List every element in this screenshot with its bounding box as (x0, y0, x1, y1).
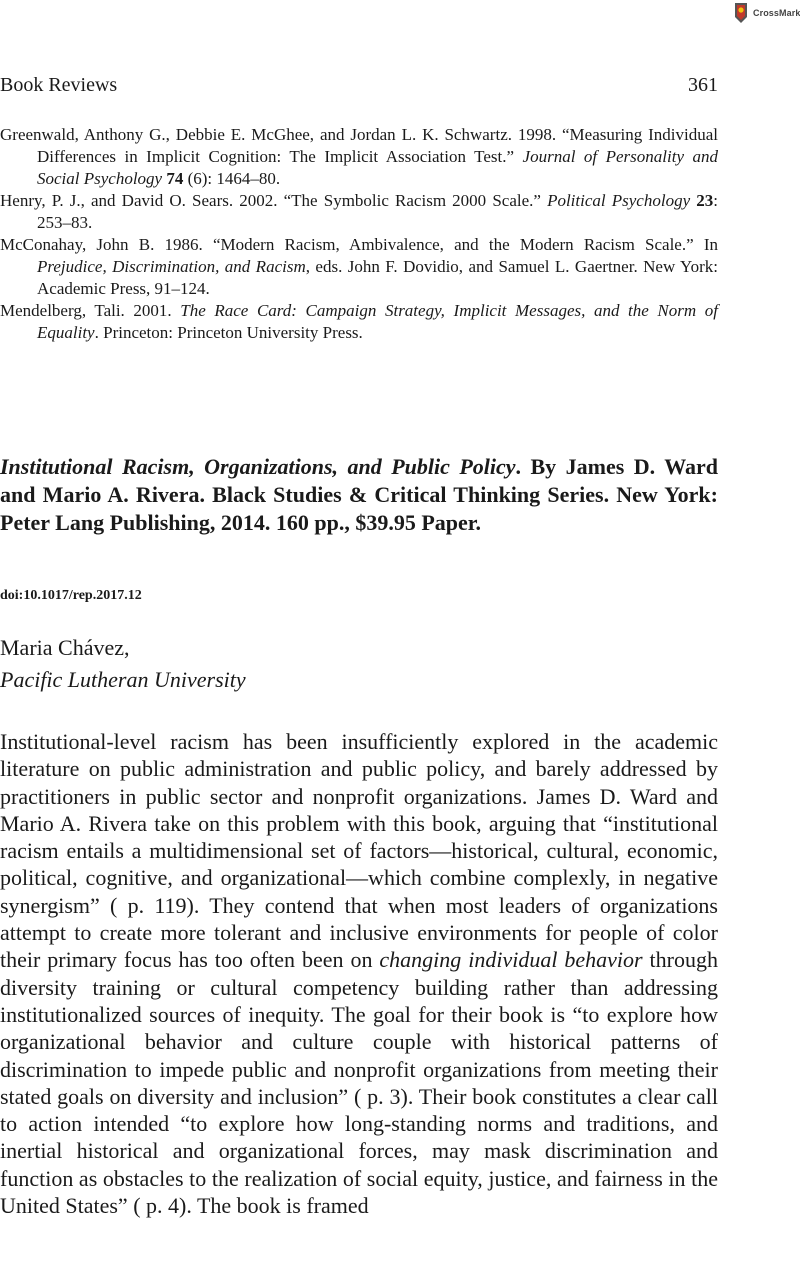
book-title: Institutional Racism, Organizations, and Public Policy (0, 454, 516, 479)
reference-item: McConahay, John B. 1986. “Modern Racism, Ambivalence, and the Modern Racism Scale.” In Prejudice, Discrimination, and Racism, eds. John F. Dovidio, and Samuel L. Gaertner. New York: Academic Press, 91–124. (0, 235, 718, 298)
author-affiliation: Pacific Lutheran University (0, 667, 246, 692)
reference-list (0, 124, 718, 344)
reference-item: Henry, P. J., and David O. Sears. 2002. “The Symbolic Racism 2000 Scale.” Political Psychology 23: 253–83. (0, 191, 718, 232)
crossmark-icon (733, 2, 749, 24)
review-header (0, 453, 718, 537)
running-head (0, 74, 718, 97)
page-number: 361 (688, 74, 718, 96)
body-paragraph: Institutional-level racism has been insufficiently explored in the academic literature on public administration and public policy, and barely addressed by practitioners in public sector and nonprofit organizations. James D. Ward and Mario A. Rivera take on this problem with this book, arguing that “institutional racism entails a multidimensional set of factors—historical, cultural, economic, political, cognitive, and organizational—which combine complexly, in negative synergism” ( p. 119). They contend that when most leaders of organizations attempt to create more tolerant and inclusive environments for people of color their primary focus has too often been on changing individual behavior through diversity training or cultural competency building rather than addressing institutionalized sources of inequity. The goal for their book is “to explore how organizational behavior and culture couple with historical patterns of discrimination to impede public and nonprofit organizations from meeting their stated goals on diversity and inclusion” ( p. 3). Their book constitutes a clear call to action intended “to explore how long-standing norms and traditions, and inertial historical and organizational forces, may mask discrimination and function as obstacles to the realization of social equity, justice, and fairness in the United States” ( p. 4). The book is framed (0, 729, 718, 1219)
emphasis: changing individual behavior (379, 947, 643, 973)
author-block (0, 632, 246, 696)
crossmark-label: CrossMark (753, 8, 800, 18)
review-body (0, 728, 718, 1219)
reference-item: Greenwald, Anthony G., Debbie E. McGhee, and Jordan L. K. Schwartz. 1998. “Measuring Individual Differences in Implicit Cognition: The Implicit Association Test.” Journal of Personality and Social Psychology 74 (6): 1464–80. (0, 125, 718, 188)
author-name: Maria Chávez, (0, 635, 130, 660)
book-details: . By James D. Ward and Mario A. Rivera. Black Studies & Critical Thinking Series. New York: Peter Lang Publishing, 2014. 160 pp., $39.95 Paper. (0, 454, 718, 535)
doi[interactable]: doi:10.1017/rep.2017.12 (0, 588, 142, 603)
reference-item: Mendelberg, Tali. 2001. The Race Card: Campaign Strategy, Implicit Messages, and the Norm of Equality. Princeton: Princeton University Press. (0, 301, 718, 342)
running-head-section: Book Reviews (0, 74, 118, 96)
crossmark-badge[interactable] (733, 2, 800, 24)
